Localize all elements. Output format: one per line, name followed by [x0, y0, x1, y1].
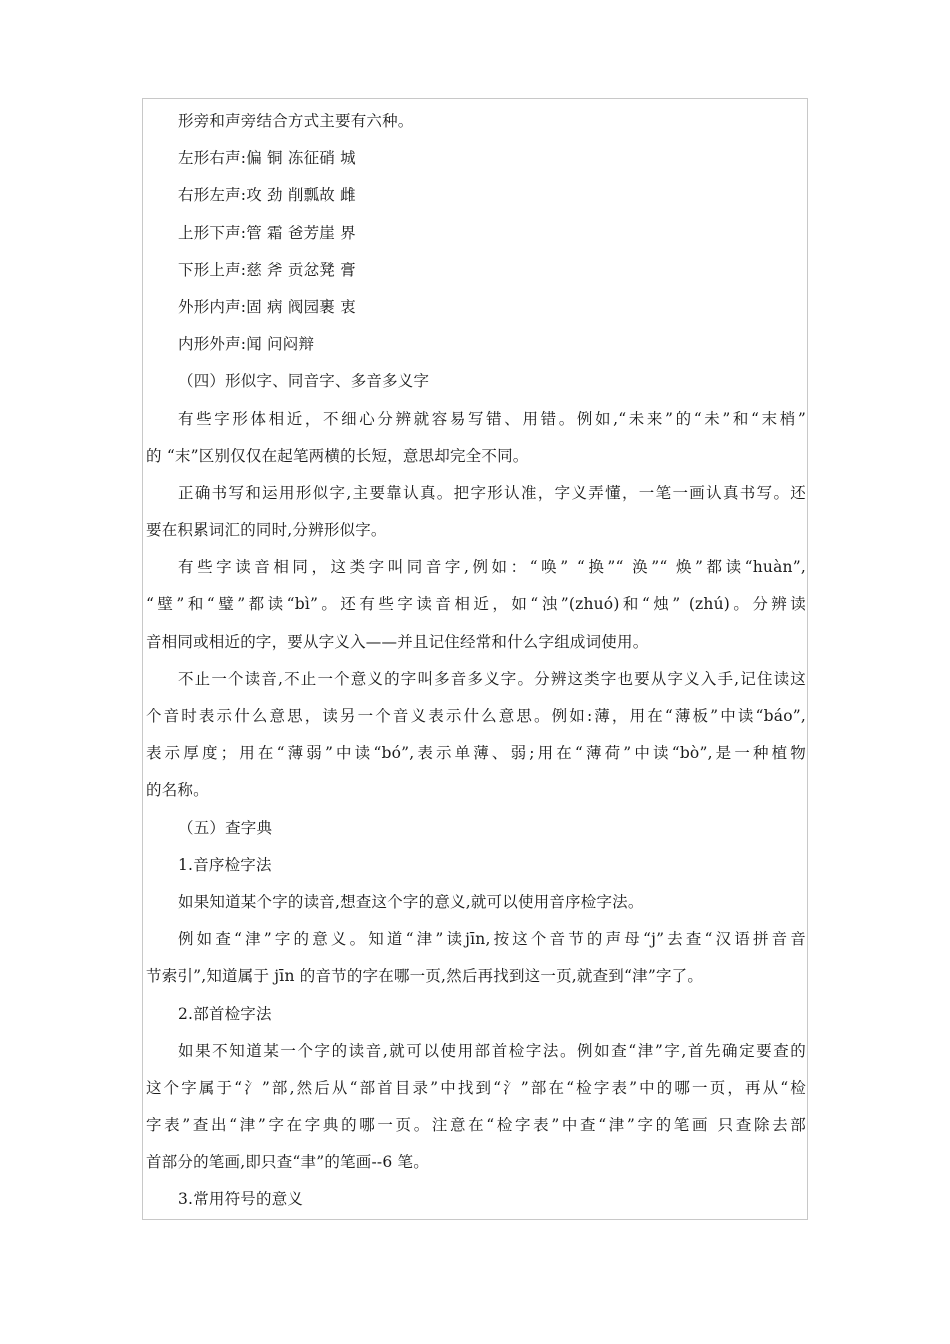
text-line: 首部分的笔画,即只查“聿”的笔画--6 笔。: [146, 1153, 429, 1172]
text-line: 这个字属于“氵”部,然后从“部首目录”中找到“氵”部在“检字表”中的哪一页，再从“检: [146, 1078, 806, 1097]
text-line: 1.音序检字法: [178, 855, 272, 874]
text-line: 不止一个读音,不止一个意义的字叫多音多义字。分辨这类字也要从字义入手,记住读这: [178, 669, 806, 688]
text-line: 正确书写和运用形似字,主要靠认真。把字形认准，字义弄懂，一笔一画认真书写。还: [178, 483, 806, 502]
text-line: 个音时表示什么意思，读另一个音义表示什么意思。例如:薄，用在“薄板”中读“báo”,: [146, 707, 806, 725]
text-line: 有些字形体相近，不细心分辨就容易写错、用错。例如,“未来”的“未”和“末梢”: [178, 409, 806, 428]
text-line: 内形外声:闻 问闷辩: [178, 335, 315, 354]
text-line: 如果知道某个字的读音,想查这个字的意义,就可以使用音序检字法。: [178, 892, 644, 911]
text-line: 例如查“津”字的意义。知道“津”读jīn,按这个音节的声母“j”去查“汉语拼音音: [178, 930, 806, 949]
text-line: 外形内声:固 病 阀园裹 衷: [178, 297, 356, 316]
text-line: 节索引”,知道属于 jīn 的音节的字在哪一页,然后再找到这一页,就查到“津”字了。: [146, 967, 704, 986]
text-line: 左形右声:偏 铜 冻征硝 城: [178, 149, 356, 168]
text-line: 形旁和声旁结合方式主要有六种。: [178, 112, 414, 130]
text-line: 2.部首检字法: [178, 1004, 272, 1023]
text-line: 右形左声:攻 劲 削瓢故 雌: [178, 186, 356, 205]
text-line: 有些字读音相同，这类字叫同音字,例如：“唤” “换”“ 涣”“ 焕”都读“huàn”,: [178, 558, 806, 577]
text-line: 的 “末”区别仅仅在起笔两横的长短，意思却完全不同。: [146, 446, 529, 465]
text-line: 3.常用符号的意义: [178, 1190, 304, 1209]
text-line: 上形下声:管 霜 爸芳崖 界: [178, 223, 356, 242]
text-line: 下形上声:慈 斧 贡忿凳 膏: [178, 260, 356, 279]
text-line: 如果不知道某一个字的读音,就可以使用部首检字法。例如查“津”字,首先确定要查的: [178, 1041, 806, 1060]
text-line: 的名称。: [146, 781, 209, 800]
text-line: 音相同或相近的字，要从字义入——并且记住经常和什么字组成词使用。: [146, 632, 649, 651]
text-line: 表示厚度；用在“薄弱”中读“bó”,表示单薄、弱;用在“薄荷”中读“bò”,是一种植物: [146, 744, 806, 763]
text-line: （四）形似字、同音字、多音多义字: [178, 372, 430, 391]
text-line: “壁”和“璧”都读“bì”。还有些字读音相近，如“浊”(zhuó)和“烛” (zhú)。分辨读: [146, 595, 806, 614]
text-line: 字表”查出“津”字在字典的哪一页。注意在“检字表”中查“津”字的笔画 只查除去部: [146, 1116, 806, 1135]
document-body: [146, 103, 806, 1219]
text-line: （五）查字典: [178, 818, 273, 837]
text-line: 要在积累词汇的同时,分辨形似字。: [146, 521, 387, 540]
